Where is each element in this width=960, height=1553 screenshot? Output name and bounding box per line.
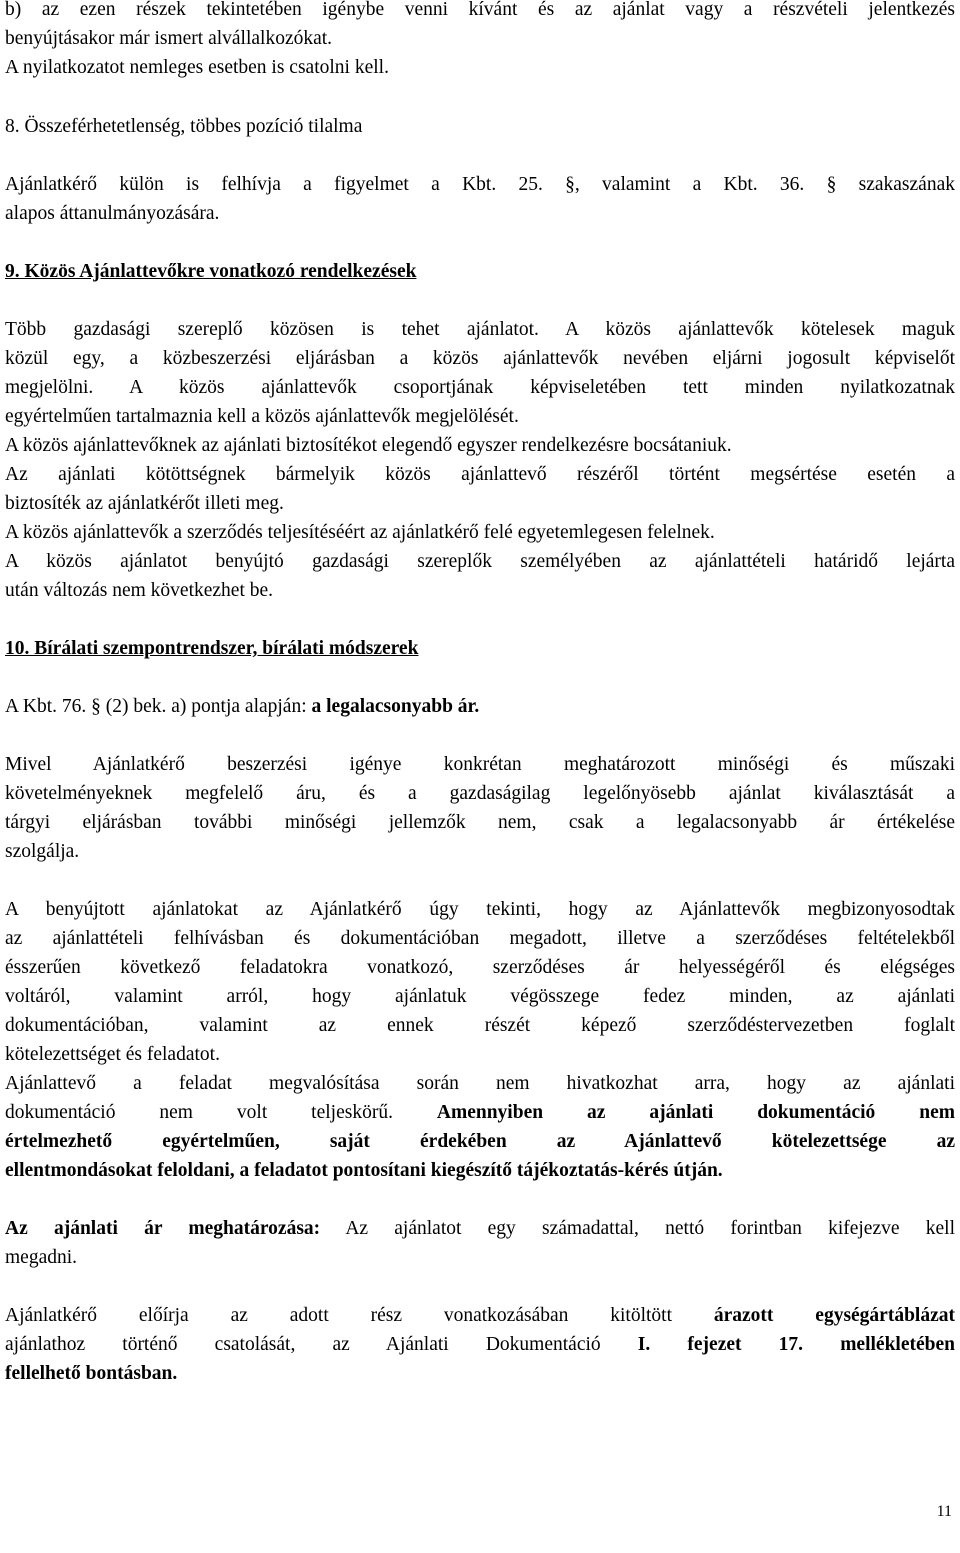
text-line: ajánlathoz történő csatolását, az Ajánlati Dokumentáció I. fejezet 17. mellékletében [5,1334,955,1355]
price-definition: Az ajánlati ár meghatározása: Az ajánlatot egy számadattal, nettó forintban kifejezve kell [5,1218,955,1239]
text-line: A közös ajánlatot benyújtó gazdasági szereplők személyében az ajánlattételi határidő lejárta [5,551,955,572]
text-line: Ajánlatkérő előírja az adott rész vonatkozásában kitöltött árazott egységártáblázat [5,1305,955,1326]
page-number: 11 [936,1503,952,1520]
text-line: egyértelműen tartalmaznia kell a közös ajánlattevők megjelölését. [5,406,519,427]
text-line: benyújtásakor már ismert alvállalkozókat. [5,28,333,49]
section-heading-10: 10. Bírálati szempontrendszer, bírálati módszerek [5,638,419,659]
text-line: Ajánlattevő a feladat megvalósítása során nem hivatkozhat arra, hogy az ajánlati [5,1073,955,1094]
text-line: b) az ezen részek tekintetében igénybe venni kívánt és az ajánlat vagy a részvételi jelentkezés [5,0,955,20]
text-line: megadni. [5,1247,78,1268]
text-line: A nyilatkozatot nemleges esetben is csatolni kell. [5,57,389,78]
section-heading-8: 8. Összeférhetetlenség, többes pozíció tilalma [5,116,363,137]
text-line: tárgyi eljárásban további minőségi jellemzők nem, csak a legalacsonyabb ár értékelése [5,812,955,833]
text-line: A benyújtott ajánlatokat az Ajánlatkérő úgy tekinti, hogy az Ajánlattevők megbizonyosodtak [5,899,955,920]
text-line: Ajánlatkérő külön is felhívja a figyelmet a Kbt. 25. §, valamint a Kbt. 36. § szakaszának [5,174,955,195]
text-line: Mivel Ajánlatkérő beszerzési igénye konkrétan meghatározott minőségi és műszaki [5,754,955,775]
text-line: közül egy, a közbeszerzési eljárásban a közös ajánlattevők nevében eljárni jogosult képviselőt [5,348,955,369]
text-line: fellelhető bontásban. [5,1363,178,1384]
text-line: után változás nem következhet be. [5,580,274,601]
evaluation-basis: A Kbt. 76. § (2) bek. a) pontja alapján: a legalacsonyabb ár. [5,696,480,717]
text-line: dokumentáció nem volt teljeskörű. Amennyiben az ajánlati dokumentáció nem [5,1102,955,1123]
text-line: Több gazdasági szereplő közösen is tehet ajánlatot. A közös ajánlattevők kötelesek maguk [5,319,955,340]
text-line: szolgálja. [5,841,80,862]
text-line: A közös ajánlattevők a szerződés teljesítéséért az ajánlatkérő felé egyetemlegesen felelnek. [5,522,715,543]
text-line: értelmezhető egyértelműen, saját érdekében az Ajánlattevő kötelezettsége az [5,1131,955,1152]
text-line: követelményeknek megfelelő áru, és a gazdaságilag legelőnyösebb ajánlat kiválasztását a [5,783,955,804]
text-line: A közös ajánlattevőknek az ajánlati biztosítékot elegendő egyszer rendelkezésre bocsátaniuk. [5,435,732,456]
section-heading-9: 9. Közös Ajánlattevőkre vonatkozó rendelkezések [5,261,417,282]
text-line: kötelezettséget és feladatot. [5,1044,220,1065]
text-line: ésszerűen következő feladatokra vonatkozó, szerződéses ár helyességéről és elégséges [5,957,955,978]
text-line: biztosíték az ajánlatkérőt illeti meg. [5,493,284,514]
text-line: az ajánlattételi felhívásban és dokumentációban megadott, illetve a szerződéses feltételekből [5,928,955,949]
text-line: ellentmondásokat feloldani, a feladatot pontosítani kiegészítő tájékoztatás-kérés útján. [5,1160,723,1181]
text-line: megjelölni. A közös ajánlattevők csoportjának képviseletében tett minden nyilatkozatnak [5,377,955,398]
text-line: alapos áttanulmányozására. [5,203,220,224]
text-line: Az ajánlati kötöttségnek bármelyik közös ajánlattevő részéről történt megsértése esetén a [5,464,955,485]
text-line: voltáról, valamint arról, hogy ajánlatuk végösszege fedez minden, az ajánlati [5,986,955,1007]
text-line: dokumentációban, valamint az ennek részét képező szerződéstervezetben foglalt [5,1015,955,1036]
